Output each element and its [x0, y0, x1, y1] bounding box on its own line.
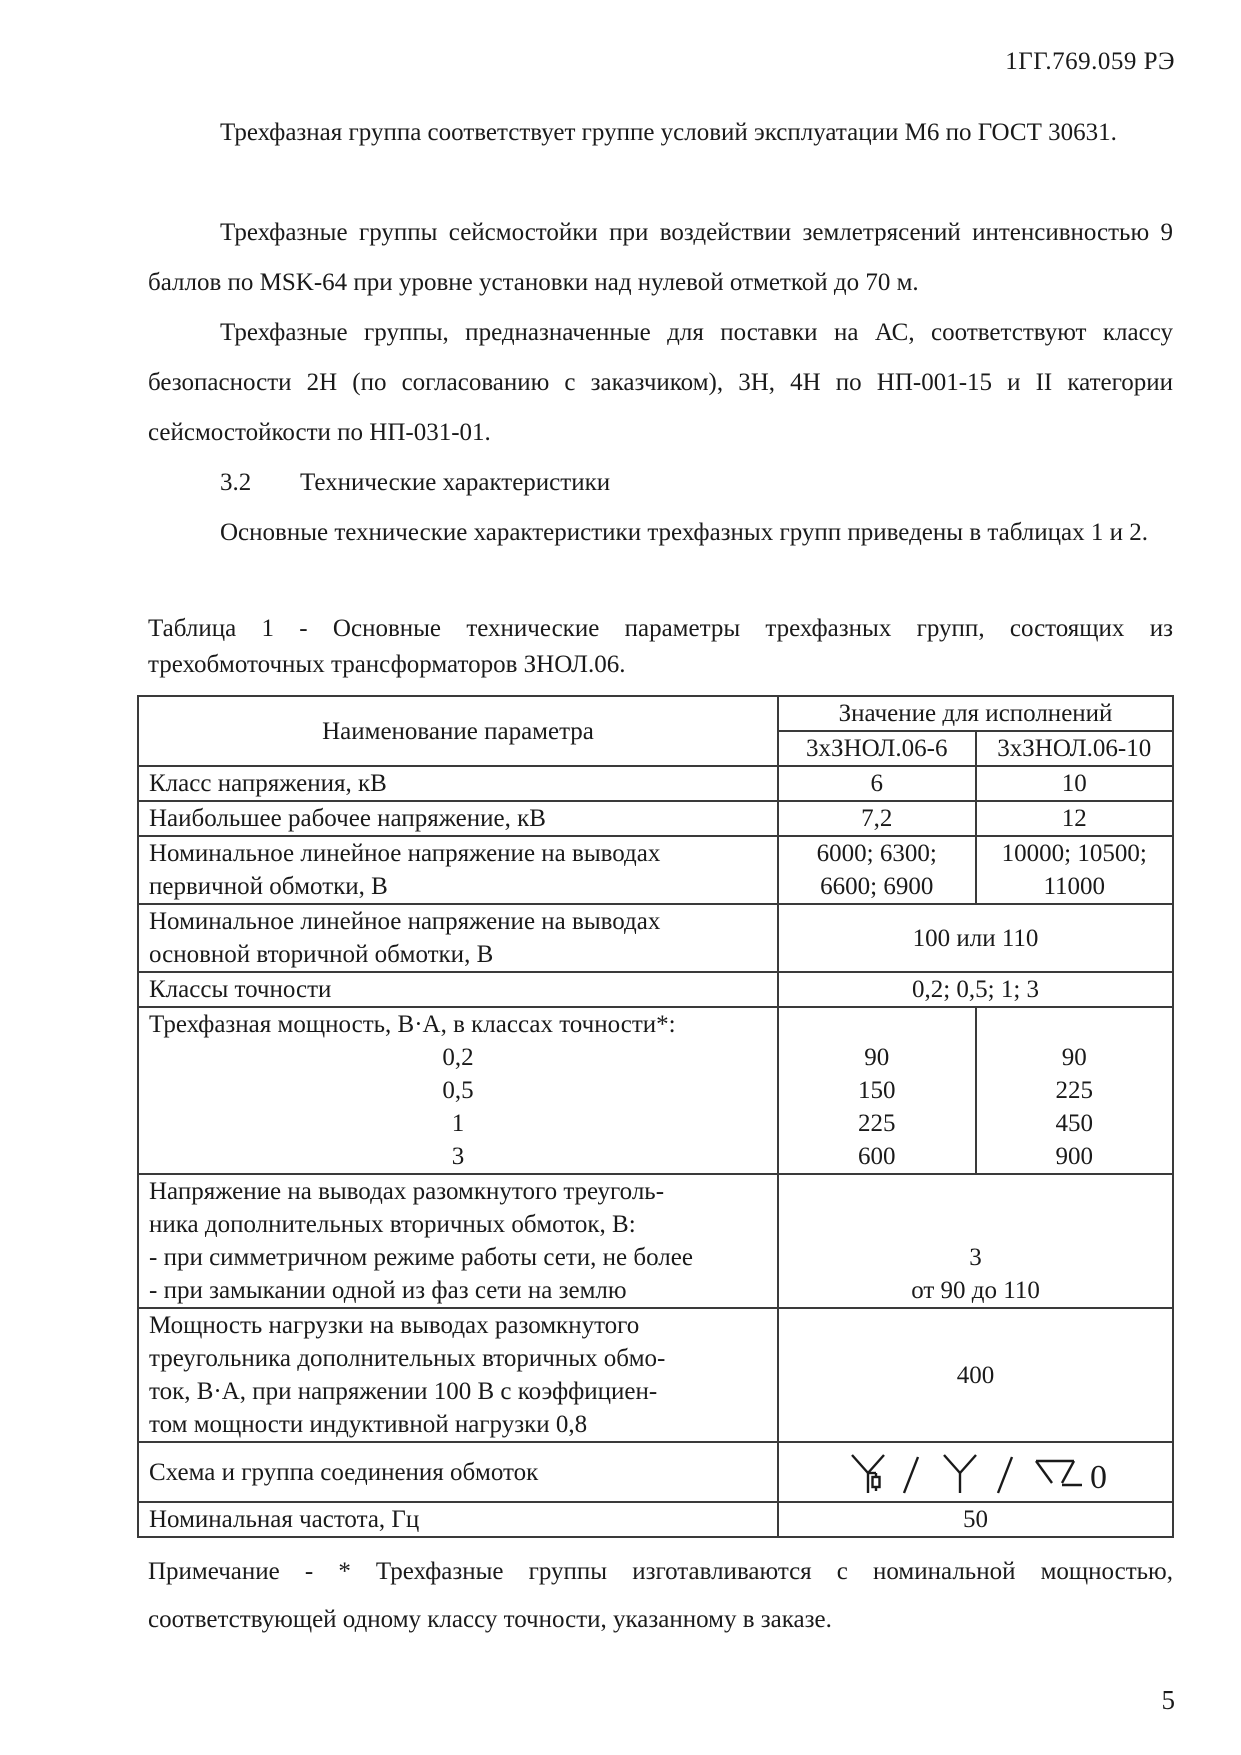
cell-value: 0,2; 0,5; 1; 3: [778, 972, 1173, 1007]
row-label: Класс напряжения, кВ: [138, 766, 778, 801]
table-row: [138, 1007, 1173, 1174]
cell-value: 6: [778, 766, 975, 801]
cell-value: 50: [778, 1502, 1173, 1537]
section-title: Технические характеристики: [300, 469, 611, 496]
cell-value: [778, 1174, 1173, 1308]
row-label-line: том мощности индуктивной нагрузки 0,8: [149, 1411, 588, 1438]
cell-value-line: от 90 до 110: [911, 1277, 1040, 1304]
row-label: [138, 836, 778, 904]
row-label-line: Номинальное линейное напряжение на выводах: [149, 840, 661, 867]
cell-value: [778, 1007, 975, 1174]
cell-value-line: 450: [1055, 1110, 1093, 1137]
star-icon: [944, 1455, 976, 1493]
cell-value: 7,2: [778, 801, 975, 836]
cell-value-line: 6600; 6900: [820, 873, 934, 900]
cell-value-line: 90: [1061, 1044, 1087, 1071]
row-label-line: Номинальное линейное напряжение на выводах: [149, 908, 661, 935]
table-row: [138, 836, 1173, 904]
header-param: Наименование параметра: [138, 696, 778, 766]
cell-value-line: 90: [864, 1044, 890, 1071]
paragraph-text: Трехфазные группы, предназначенные для поставки на АС, соответствуют классу безопасности 2Н (по согласованию с заказчиком), 3Н, 4Н по НП-001-15 и II категории сейсмостойкости по НП-031-01.: [148, 319, 1173, 446]
row-label: [138, 1007, 778, 1174]
connection-group-number: 0: [1090, 1459, 1107, 1496]
table-header-row: [138, 696, 1173, 731]
cell-value: [976, 836, 1174, 904]
cell-value: [976, 1007, 1174, 1174]
cell-value: [778, 836, 975, 904]
header-variant-a: 3хЗНОЛ.06-6: [778, 731, 975, 766]
table-caption: Таблица 1 - Основные технические параметры трехфазных групп, состоящих из трехобмоточных трансформаторов ЗНОЛ.06.: [148, 615, 1173, 678]
cell-value-line: 600: [858, 1143, 896, 1170]
row-label-line: треугольника дополнительных вторичных обмо-: [149, 1345, 666, 1372]
row-label-line: - при замыкании одной из фаз сети на землю: [149, 1277, 627, 1304]
cell-value-line: 11000: [1043, 873, 1106, 900]
row-label-line: первичной обмотки, В: [149, 873, 388, 900]
table-row: [138, 972, 1173, 1007]
slash-separator: [904, 1457, 918, 1493]
row-label-line: ника дополнительных вторичных обмоток, В:: [149, 1211, 636, 1238]
cell-value: 400: [778, 1308, 1173, 1442]
row-label-line: ток, В·А, при напряжении 100 В с коэффициен-: [149, 1378, 658, 1405]
paragraph-seismic: [148, 208, 1173, 308]
paragraph-operating-conditions: [148, 108, 1173, 158]
cell-value-line: 3: [969, 1244, 982, 1271]
header-values-group: Значение для исполнений: [778, 696, 1173, 731]
row-label-line: основной вторичной обмотки, В: [149, 941, 494, 968]
cell-value-line: 225: [1055, 1077, 1093, 1104]
row-label: Классы точности: [138, 972, 778, 1007]
header-variant-b: 3хЗНОЛ.06-10: [976, 731, 1174, 766]
cell-value-line: 225: [858, 1110, 896, 1137]
open-delta-icon: [1036, 1461, 1082, 1485]
accuracy-class-label: 3: [451, 1143, 465, 1170]
paragraph-text: Основные технические характеристики трехфазных групп приведены в таблицах 1 и 2.: [220, 519, 1149, 546]
row-label-line: - при симметричном режиме работы сети, не более: [149, 1244, 693, 1271]
section-heading: [220, 458, 610, 508]
row-label: [138, 1308, 778, 1442]
paragraph-text: Трехфазная группа соответствует группе условий эксплуатации М6 по ГОСТ 30631.: [220, 119, 1117, 146]
table-note: Примечание - * Трехфазные группы изготавливаются с номинальной мощностью, соответствующей одному классу точности, указанному в заказе.: [148, 1558, 1173, 1633]
accuracy-class-label: 1: [451, 1110, 465, 1137]
paragraph-safety-class: [148, 308, 1173, 458]
slash-separator: [998, 1457, 1012, 1493]
row-label-line: Трехфазная мощность, В·А, в классах точности*:: [149, 1011, 676, 1038]
row-label: Наибольшее рабочее напряжение, кВ: [138, 801, 778, 836]
page-number: 5: [1161, 1685, 1175, 1715]
table-row: [138, 801, 1173, 836]
cell-value-line: 900: [1055, 1143, 1093, 1170]
cell-value-line: 150: [858, 1077, 896, 1104]
spec-table: [137, 695, 1174, 1538]
cell-value: 10: [976, 766, 1174, 801]
section-number: 3.2: [220, 469, 252, 496]
accuracy-class-label: 0,5: [442, 1077, 474, 1104]
table-row: [138, 1174, 1173, 1308]
row-label: [138, 1174, 778, 1308]
table-row: [138, 904, 1173, 972]
cell-value: 100 или 110: [778, 904, 1173, 972]
row-label-line: Напряжение на выводах разомкнутого треуголь-: [149, 1178, 665, 1205]
table-row: [138, 1308, 1173, 1442]
row-label: Номинальная частота, Гц: [138, 1502, 778, 1537]
row-label: Схема и группа соединения обмоток: [138, 1442, 778, 1502]
cell-value-line: 6000; 6300;: [816, 840, 937, 867]
cell-value-line: 10000; 10500;: [1001, 840, 1147, 867]
cell-value: 12: [976, 801, 1174, 836]
row-label: [138, 904, 778, 972]
row-label-line: Мощность нагрузки на выводах разомкнутого: [149, 1312, 640, 1339]
table-row: [138, 1442, 1173, 1502]
connection-scheme-cell: [778, 1442, 1173, 1502]
connection-scheme: [783, 1443, 1168, 1501]
table-row: [138, 766, 1173, 801]
paragraph-text: Трехфазные группы сейсмостойки при воздействии землетрясений интенсивностью 9 баллов по MSK-64 при уровне установки над нулевой отметкой до 70 м.: [148, 219, 1173, 296]
table-row: [138, 1502, 1173, 1537]
star-grounded-icon: [852, 1455, 884, 1493]
accuracy-class-label: 0,2: [442, 1044, 474, 1071]
paragraph-intro: [148, 508, 1173, 558]
document-code: 1ГГ.769.059 РЭ: [1005, 48, 1175, 75]
